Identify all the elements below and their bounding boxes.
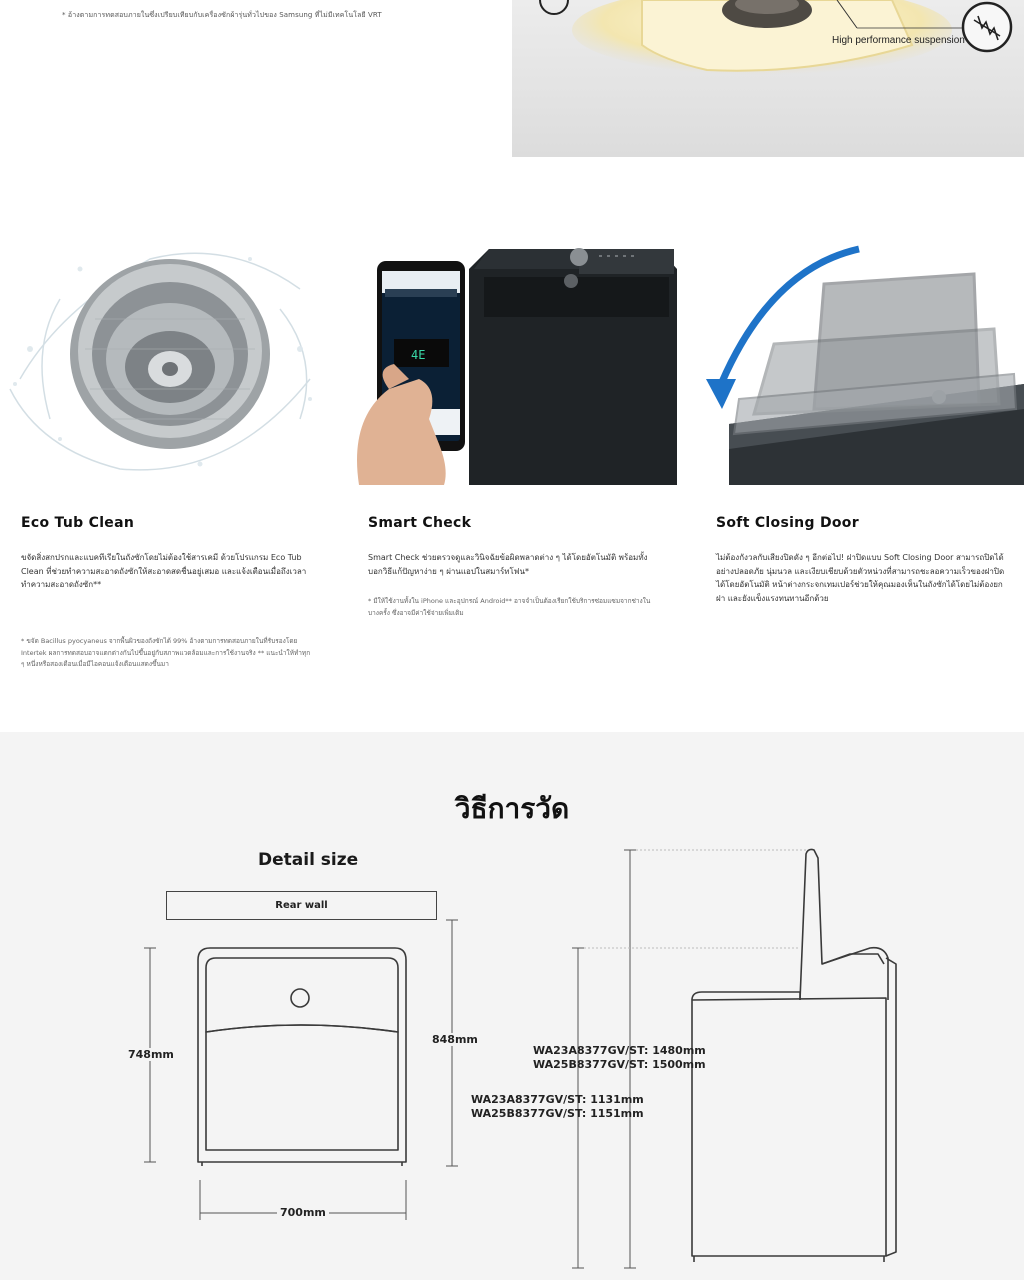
open-height-label: WA23A8377GV/ST: 1480mm WA25B8377GV/ST: 1500mm: [533, 1044, 706, 1071]
width-label: 700mm: [277, 1206, 329, 1219]
top-footnote: * อ้างตามการทดสอบภายในซึ่งเปรียบเทียบกับเครื่องซักผ้ารุ่นทั่วไปของ Samsung ที่ไม่มีเทคโนโลยี VRT: [62, 11, 382, 19]
smart-check-note: * มีให้ใช้งานทั้งใน iPhone และอุปกรณ์ Android** อาจจำเป็นต้องเรียกใช้บริการซ่อมแซมจากช่างในบางครั้ง ซึ่งอาจมีค่าใช้จ่ายเพิ่มเติม: [368, 597, 651, 617]
smart-check-body: Smart Check ช่วยตรวจดูและวินิจฉัยข้อผิดพลาดต่าง ๆ ได้โดยอัตโนมัติ พร้อมทั้งบอกวิธีแก้ปัญหาง่าย ๆ ผ่านแอปในสมาร์ทโฟน*: [368, 553, 648, 576]
soft-close-title: Soft Closing Door: [716, 515, 859, 531]
detail-size-title: Detail size: [258, 850, 359, 870]
suspension-image: [512, 0, 1024, 157]
eco-tub-note: * ขจัด Bacillus pyocyaneus จากพื้นผิวของถังซักได้ 99% อ้างตามการทดสอบภายในที่รับรองโดย Intertek ผลการทดสอบอาจแตกต่างกันไปขึ้นอยู่กับสภาพแวดล้อมและการใช้งานจริง ** แนะนำให้ทำทุก ๆ หนึ่งหรือสองเดือนเมื่อมีไอคอนแจ้งเตือนแสดงขึ้นมา: [21, 637, 311, 668]
soft-close-image: [694, 229, 1024, 485]
eco-tub-title: Eco Tub Clean: [21, 515, 135, 531]
svg-text:4E: 4E: [411, 348, 426, 362]
smart-check-title: Smart Check: [368, 515, 472, 531]
dial-icon: [570, 248, 588, 266]
eco-tub-image: [0, 229, 330, 485]
measurement-section: [0, 732, 1024, 1280]
eco-tub-body: ขจัดสิ่งสกปรกและแบคทีเรียในถังซักโดยไม่ต้องใช้สารเคมี ด้วยโปรแกรม Eco Tub Clean ที่ช่วยทำความสะอาดถังซักให้สะอาดสดชื่นอยู่เสมอ และแจ้งเตือนเมื่อถึงเวลาทำความสะอาดถังซัก**: [21, 553, 307, 589]
rear-wall-box: Rear wall: [166, 891, 437, 920]
soft-close-body: ไม่ต้องกังวลกับเสียงปิดดัง ๆ อีกต่อไป! ฝาปิดแบบ Soft Closing Door สามารถปิดได้อย่างปลอดภัย นุ่มนวล และเงียบเชียบด้วยตัวหน่วงที่สามารถชะลอความเร็วของฝาปิดได้โดยอัตโนมัติ หน้าต่างกระจกเทมเปอร์ช่วยให้คุณมองเห็นในถังซักได้โดยไม่ต้องยกฝา และยังแข็งแรงทนทานอีกด้วย: [716, 553, 1005, 603]
side-view-body: [692, 850, 896, 1263]
front-view-body: [198, 948, 406, 1162]
closed-height-label: WA23A8377GV/ST: 1131mm WA25B8377GV/ST: 1151mm: [471, 1093, 644, 1120]
measurement-title: วิธีการวัด: [454, 792, 570, 825]
suspension-illustration: [512, 0, 1024, 157]
height-label: 848mm: [432, 1033, 478, 1046]
suspension-label: High performance suspension: [832, 35, 965, 46]
smart-check-image: [349, 229, 677, 485]
depth-label: 748mm: [128, 1048, 174, 1061]
